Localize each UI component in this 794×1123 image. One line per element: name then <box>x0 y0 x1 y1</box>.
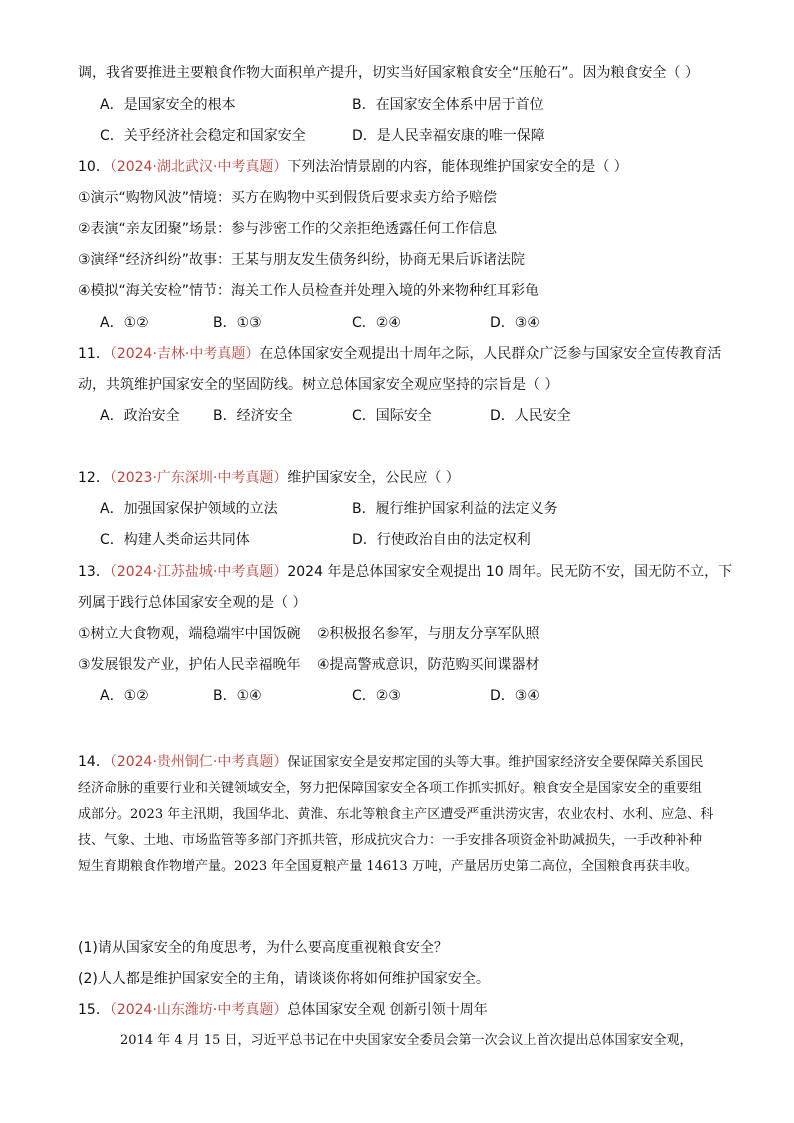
q11-stem-line <box>78 345 721 363</box>
q10-item-4: ④模拟“海关安检”情节：海关工作人员检查并处理入境的外来物种红耳彩龟 <box>78 283 540 299</box>
q11-option-a: A．政治安全 <box>100 408 180 424</box>
q10-item-3: ③演绎“经济纠纷”故事：王某与朋友发生债务纠纷，协商无果后诉诸法院 <box>78 252 526 268</box>
q10-option-b: B．①③ <box>213 315 262 331</box>
q12-option-c: C．构建人类命运共同体 <box>100 532 250 548</box>
q15-paragraph: 2014 年 4 月 15 日，习近平总书记在中央国家安全委员会第一次会议上首次提出总体国家安全观， <box>120 1033 693 1048</box>
q10-stem-line <box>78 158 628 176</box>
q15-stem: 总体国家安全观 创新引领十周年 <box>287 1002 488 1018</box>
q13-option-a: A．①② <box>100 688 149 704</box>
q11-option-d: D．人民安全 <box>490 408 571 424</box>
q10-item-1: ①演示“购物风波”情境：买方在购物中买到假货后要求卖方给予赔偿 <box>78 190 498 206</box>
q9-option-b: B．在国家安全体系中居于首位 <box>352 97 544 113</box>
q12-option-b: B．履行维护国家利益的法定义务 <box>352 501 558 517</box>
q11-stem-cont: 动，共筑维护国家安全的坚固防线。树立总体国家安全观应坚持的宗旨是（ ） <box>78 377 559 393</box>
q13-stem-cont: 列属于践行总体国家安全观的是（ ） <box>78 595 307 611</box>
q13-source: （2024·江苏盐城·中考真题） <box>109 564 288 580</box>
q15-number: 15． <box>78 1002 110 1018</box>
q10-option-d: D．③④ <box>490 315 540 331</box>
q14-sub-question-2: (2)人人都是维护国家安全的主角，请谈谈你将如何维护国家安全。 <box>78 971 490 987</box>
q13-item-1: ①树立大食物观，端稳端牢中国饭碗 <box>78 626 301 642</box>
q13-option-d: D．③④ <box>490 688 540 704</box>
q14-number: 14． <box>78 754 110 770</box>
q10-source: （2024·湖北武汉·中考真题） <box>109 159 288 175</box>
q14-paragraph <box>78 749 714 880</box>
q12-option-d: D．行使政治自由的法定权利 <box>352 532 531 548</box>
q9-option-c: C．关乎经济社会稳定和国家安全 <box>100 128 306 144</box>
q15-source: （2024·山东潍坊·中考真题） <box>109 1002 288 1018</box>
q9-option-a: A．是国家安全的根本 <box>100 97 236 113</box>
q13-stem-line <box>78 563 732 581</box>
q13-item-2: ②积极报名参军，与朋友分享军队照 <box>317 626 540 642</box>
q13-option-b: B．①④ <box>213 688 262 704</box>
q10-item-2: ②表演“亲友团聚”场景：参与涉密工作的父亲拒绝透露任何工作信息 <box>78 221 498 237</box>
q11-source: （2024·吉林·中考真题） <box>109 346 260 362</box>
q12-option-a: A．加强国家保护领域的立法 <box>100 501 278 517</box>
q13-item-4: ④提高警戒意识，防范购买间谍器材 <box>317 657 540 673</box>
q11-option-c: C．国际安全 <box>352 408 432 424</box>
q10-stem: 下列法治情景剧的内容，能体现维护国家安全的是（ ） <box>287 159 628 175</box>
q11-number: 11． <box>78 346 110 362</box>
q10-option-c: C．②④ <box>352 315 401 331</box>
q9-stem: 调，我省要推进主要粮食作物大面积单产提升，切实当好国家粮食安全“压舱石”。因为粮食安全（ ） <box>78 65 699 81</box>
q11-stem: 在总体国家安全观提出十周年之际，人民群众广泛参与国家安全宣传教育活 <box>259 346 722 362</box>
q10-option-a: A．①② <box>100 315 149 331</box>
q9-option-d: D．是人民幸福安康的唯一保障 <box>352 128 545 144</box>
q11-option-b: B．经济安全 <box>213 408 293 424</box>
q12-source: （2023·广东深圳·中考真题） <box>109 470 288 486</box>
q13-number: 13． <box>78 564 110 580</box>
q12-stem-line <box>78 469 460 487</box>
q14-text: 保证国家安全是安邦定国的头等大事。维护国家经济安全要保障关系国民经济命脉的重要行业和关键领域安全，努力把保障国家安全各项工作抓实抓好。粮食安全是国家安全的重要组成部分。2023 年主汛期，我国华北、黄淮、东北等粮食主产区遭受严重洪涝灾害，农业农村、水利、应急、科技、气象、土地、市场监管等多部门齐抓共管，形成抗灾合力：一手安排各项资金补助减损失，一手改种补种短生育期粮食作物增产量。2023 年全国夏粮产量 14613 万吨，产量居历史第二高位，全国粮食再获丰收。 <box>78 755 714 874</box>
q13-option-c: C．②③ <box>352 688 401 704</box>
q12-number: 12． <box>78 470 110 486</box>
q13-stem: 2024 年是总体国家安全观提出 10 周年。民无防不安，国无防不立，下 <box>287 564 733 580</box>
q12-stem: 维护国家安全，公民应（ ） <box>287 470 460 486</box>
q15-stem-line <box>78 1001 488 1019</box>
q14-source: （2024·贵州铜仁·中考真题） <box>109 754 288 770</box>
q10-number: 10． <box>78 159 110 175</box>
q14-sub-question-1: (1)请从国家安全的角度思考，为什么要高度重视粮食安全？ <box>78 940 448 956</box>
q13-item-3: ③发展银发产业，护佑人民幸福晚年 <box>78 657 301 673</box>
